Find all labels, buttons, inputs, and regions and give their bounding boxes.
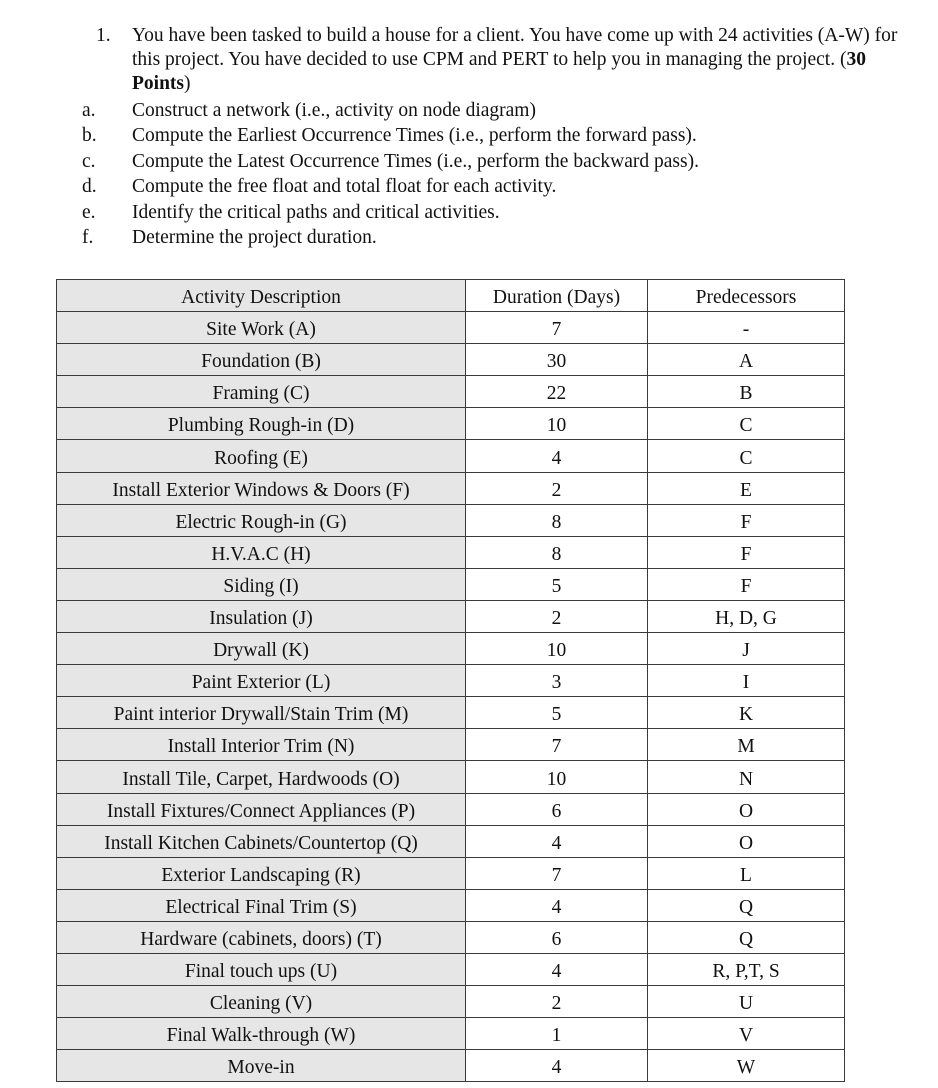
duration-cell: 4 [466, 440, 648, 472]
activity-description-cell: Roofing (E) [57, 440, 466, 472]
question-text: You have been tasked to build a house for a client. You have come up with 24 activities (A-W) for this project. You have decided to use CPM and PERT to help you in managing the project. (30 Points) [132, 25, 898, 94]
table-row [57, 440, 845, 472]
subquestion-text: Determine the project duration. [132, 227, 377, 249]
subquestion-item [82, 123, 916, 148]
duration-cell: 10 [466, 408, 648, 440]
activity-description-cell: Electric Rough-in (G) [57, 504, 466, 536]
activity-description-cell: Install Interior Trim (N) [57, 729, 466, 761]
subquestion-text: Identify the critical paths and critical activities. [132, 201, 500, 223]
duration-cell: 3 [466, 665, 648, 697]
question-1 [96, 24, 916, 96]
table-row [57, 921, 845, 953]
activity-description-cell: Move-in [57, 1050, 466, 1082]
table-row [57, 633, 845, 665]
duration-cell: 2 [466, 600, 648, 632]
subquestion-letter: f. [82, 227, 94, 249]
activity-description-cell: Paint interior Drywall/Stain Trim (M) [57, 697, 466, 729]
table-row [57, 825, 845, 857]
duration-cell: 2 [466, 472, 648, 504]
activity-description-cell: Install Fixtures/Connect Appliances (P) [57, 793, 466, 825]
activity-description-cell: Foundation (B) [57, 344, 466, 376]
activity-description-cell: Framing (C) [57, 376, 466, 408]
activity-description-cell: Site Work (A) [57, 312, 466, 344]
activity-table-body [57, 312, 845, 1082]
subquestion-letter: b. [82, 125, 97, 147]
table-row [57, 344, 845, 376]
activity-description-cell: Final Walk-through (W) [57, 1018, 466, 1050]
table-row [57, 536, 845, 568]
table-row [57, 1050, 845, 1082]
predecessors-cell: V [648, 1018, 845, 1050]
duration-cell: 7 [466, 729, 648, 761]
duration-cell: 10 [466, 761, 648, 793]
subquestion-letter: c. [82, 150, 96, 172]
table-row [57, 953, 845, 985]
predecessors-cell: M [648, 729, 845, 761]
predecessors-cell: J [648, 633, 845, 665]
predecessors-cell: F [648, 536, 845, 568]
header-duration: Duration (Days) [466, 280, 648, 312]
predecessors-cell: C [648, 440, 845, 472]
table-row [57, 600, 845, 632]
predecessors-cell: A [648, 344, 845, 376]
activity-description-cell: Install Exterior Windows & Doors (F) [57, 472, 466, 504]
question-points: 30 Points [132, 49, 866, 94]
duration-cell: 4 [466, 953, 648, 985]
activity-description-cell: Insulation (J) [57, 600, 466, 632]
table-row [57, 889, 845, 921]
duration-cell: 2 [466, 986, 648, 1018]
predecessors-cell: K [648, 697, 845, 729]
activity-description-cell: Final touch ups (U) [57, 953, 466, 985]
duration-cell: 4 [466, 889, 648, 921]
activity-description-cell: Install Kitchen Cabinets/Countertop (Q) [57, 825, 466, 857]
activity-description-cell: Install Tile, Carpet, Hardwoods (O) [57, 761, 466, 793]
activity-description-cell: Paint Exterior (L) [57, 665, 466, 697]
predecessors-cell: Q [648, 921, 845, 953]
subquestion-text: Compute the free float and total float for each activity. [132, 176, 557, 198]
duration-cell: 22 [466, 376, 648, 408]
problem-statement [82, 24, 916, 250]
subquestion-text: Compute the Earliest Occurrence Times (i.e., perform the forward pass). [132, 125, 697, 147]
activity-description-cell: Exterior Landscaping (R) [57, 857, 466, 889]
table-row [57, 472, 845, 504]
activity-table [56, 279, 845, 1082]
subquestion-text: Compute the Latest Occurrence Times (i.e., perform the backward pass). [132, 150, 699, 172]
predecessors-cell: O [648, 793, 845, 825]
table-row [57, 986, 845, 1018]
duration-cell: 5 [466, 697, 648, 729]
activity-description-cell: Drywall (K) [57, 633, 466, 665]
table-row [57, 568, 845, 600]
table-header-row [57, 280, 845, 312]
predecessors-cell: E [648, 472, 845, 504]
duration-cell: 7 [466, 857, 648, 889]
table-row [57, 729, 845, 761]
duration-cell: 8 [466, 504, 648, 536]
duration-cell: 7 [466, 312, 648, 344]
subquestion-item [82, 174, 916, 199]
subquestion-item [82, 200, 916, 225]
subquestion-letter: e. [82, 201, 96, 223]
duration-cell: 5 [466, 568, 648, 600]
predecessors-cell: F [648, 568, 845, 600]
table-row [57, 504, 845, 536]
predecessors-cell: B [648, 376, 845, 408]
duration-cell: 6 [466, 921, 648, 953]
duration-cell: 10 [466, 633, 648, 665]
table-row [57, 376, 845, 408]
subquestion-item [82, 149, 916, 174]
table-row [57, 793, 845, 825]
predecessors-cell: N [648, 761, 845, 793]
activity-description-cell: Hardware (cabinets, doors) (T) [57, 921, 466, 953]
subquestion-letter: d. [82, 176, 97, 198]
duration-cell: 4 [466, 1050, 648, 1082]
activity-description-cell: H.V.A.C (H) [57, 536, 466, 568]
predecessors-cell: Q [648, 889, 845, 921]
subquestion-list [82, 98, 916, 250]
duration-cell: 6 [466, 793, 648, 825]
table-row [57, 697, 845, 729]
predecessors-cell: R, P,T, S [648, 953, 845, 985]
table-row [57, 665, 845, 697]
predecessors-cell: I [648, 665, 845, 697]
duration-cell: 4 [466, 825, 648, 857]
predecessors-cell: O [648, 825, 845, 857]
activity-description-cell: Siding (I) [57, 568, 466, 600]
predecessors-cell: F [648, 504, 845, 536]
header-predecessors: Predecessors [648, 280, 845, 312]
predecessors-cell: H, D, G [648, 600, 845, 632]
question-number: 1. [96, 25, 111, 46]
duration-cell: 30 [466, 344, 648, 376]
activity-description-cell: Cleaning (V) [57, 986, 466, 1018]
header-activity-description: Activity Description [57, 280, 466, 312]
activity-description-cell: Electrical Final Trim (S) [57, 889, 466, 921]
table-row [57, 312, 845, 344]
activity-description-cell: Plumbing Rough-in (D) [57, 408, 466, 440]
table-row [57, 761, 845, 793]
table-row [57, 857, 845, 889]
subquestion-item [82, 98, 916, 123]
predecessors-cell: U [648, 986, 845, 1018]
predecessors-cell: W [648, 1050, 845, 1082]
predecessors-cell: - [648, 312, 845, 344]
subquestion-item [82, 225, 916, 250]
subquestion-text: Construct a network (i.e., activity on node diagram) [132, 100, 536, 121]
duration-cell: 8 [466, 536, 648, 568]
subquestion-letter: a. [82, 100, 96, 121]
predecessors-cell: L [648, 857, 845, 889]
table-row [57, 1018, 845, 1050]
table-row [57, 408, 845, 440]
duration-cell: 1 [466, 1018, 648, 1050]
predecessors-cell: C [648, 408, 845, 440]
